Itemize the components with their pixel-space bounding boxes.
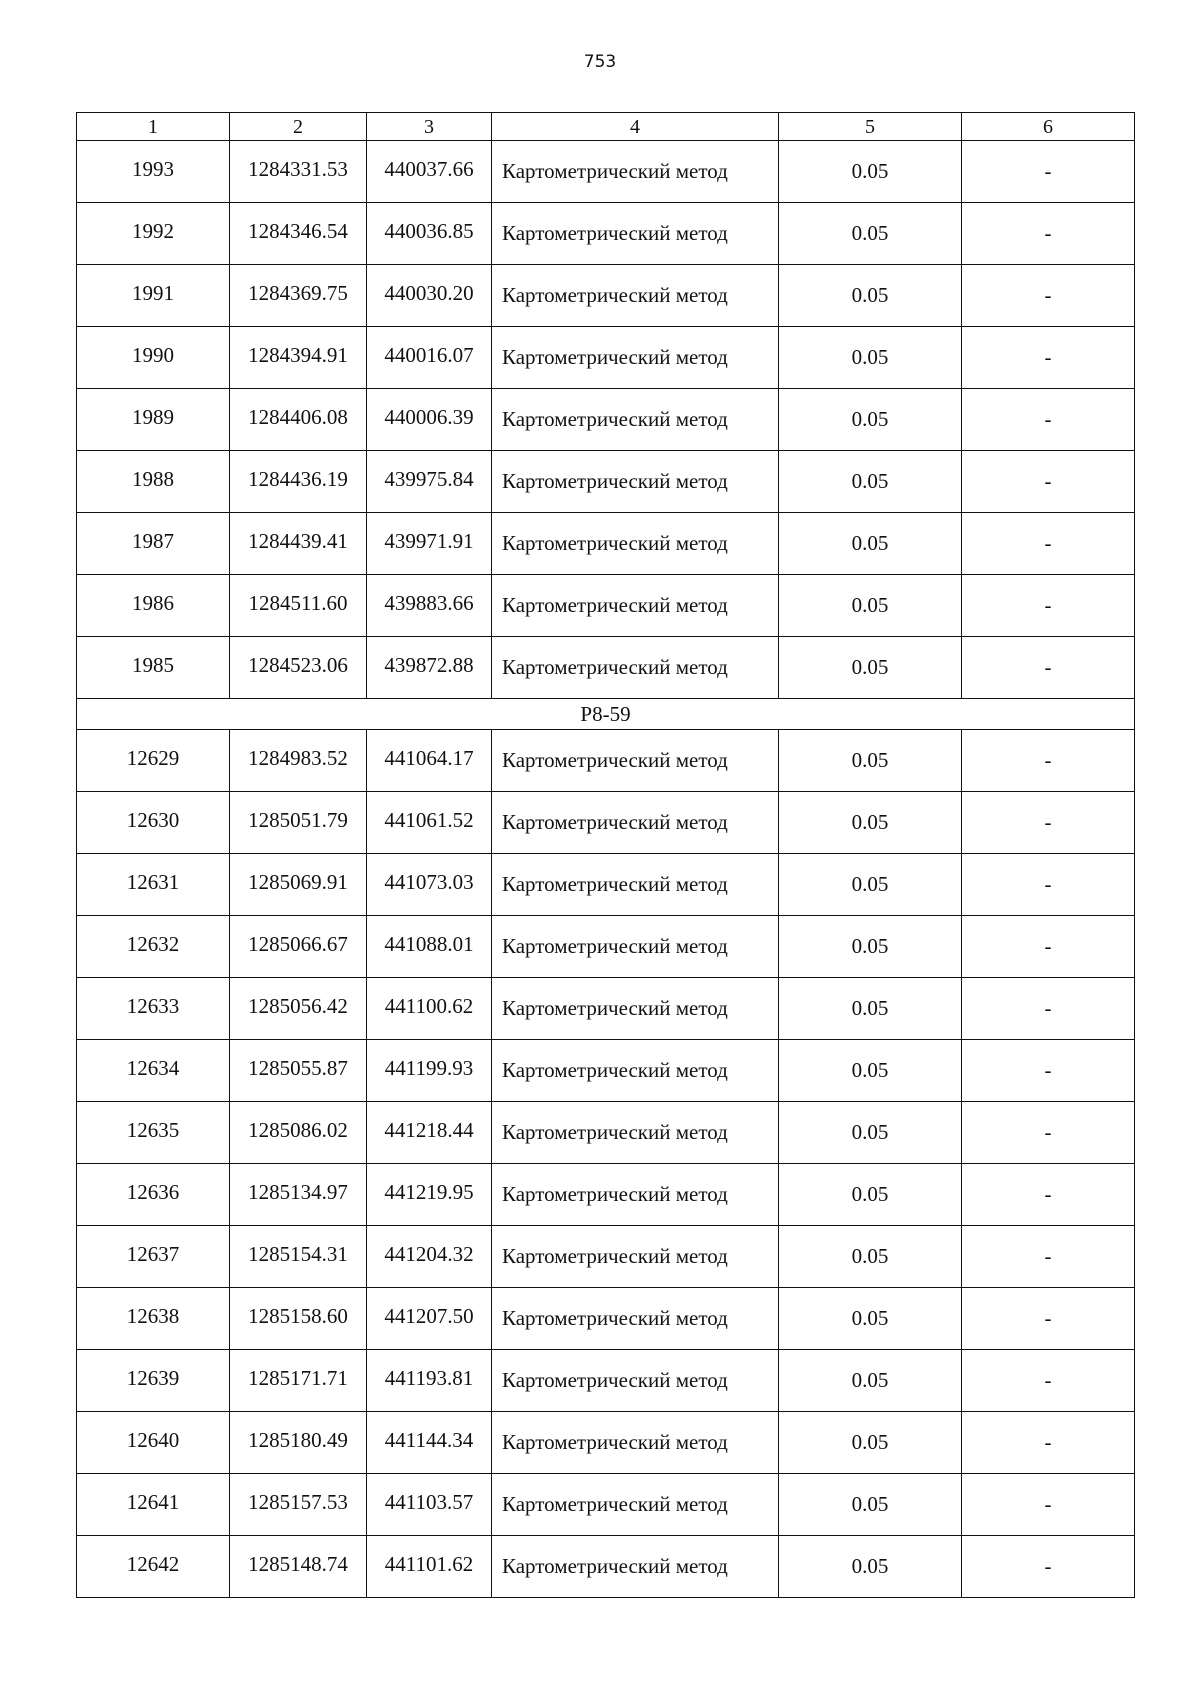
note-cell: -	[962, 1412, 1135, 1474]
point-number-cell: 12633	[77, 978, 230, 1040]
accuracy-cell: 0.05	[779, 1412, 962, 1474]
method-cell: Картометрический метод	[492, 1536, 779, 1598]
y-coordinate-cell: 441100.62	[367, 978, 492, 1040]
column-header: 1	[77, 113, 230, 141]
x-coordinate-cell: 1285148.74	[230, 1536, 367, 1598]
x-coordinate-cell: 1285154.31	[230, 1226, 367, 1288]
point-number-cell: 1985	[77, 637, 230, 699]
y-coordinate-cell: 441061.52	[367, 792, 492, 854]
x-coordinate-cell: 1285134.97	[230, 1164, 367, 1226]
method-cell: Картометрический метод	[492, 327, 779, 389]
accuracy-cell: 0.05	[779, 792, 962, 854]
table-row	[77, 327, 1135, 389]
accuracy-cell: 0.05	[779, 730, 962, 792]
accuracy-cell: 0.05	[779, 1040, 962, 1102]
table-row	[77, 389, 1135, 451]
accuracy-cell: 0.05	[779, 637, 962, 699]
table-row	[77, 1412, 1135, 1474]
accuracy-cell: 0.05	[779, 916, 962, 978]
column-header-row	[77, 113, 1135, 141]
point-number-cell: 1988	[77, 451, 230, 513]
table-row	[77, 1226, 1135, 1288]
table-row	[77, 451, 1135, 513]
method-cell: Картометрический метод	[492, 1102, 779, 1164]
coordinates-table	[76, 112, 1135, 1598]
y-coordinate-cell: 441073.03	[367, 854, 492, 916]
method-cell: Картометрический метод	[492, 1226, 779, 1288]
method-cell: Картометрический метод	[492, 854, 779, 916]
point-number-cell: 12642	[77, 1536, 230, 1598]
table-row	[77, 1474, 1135, 1536]
point-number-cell: 1993	[77, 141, 230, 203]
accuracy-cell: 0.05	[779, 451, 962, 513]
x-coordinate-cell: 1284331.53	[230, 141, 367, 203]
point-number-cell: 12634	[77, 1040, 230, 1102]
y-coordinate-cell: 441088.01	[367, 916, 492, 978]
method-cell: Картометрический метод	[492, 1040, 779, 1102]
point-number-cell: 1992	[77, 203, 230, 265]
x-coordinate-cell: 1285157.53	[230, 1474, 367, 1536]
note-cell: -	[962, 1536, 1135, 1598]
note-cell: -	[962, 637, 1135, 699]
table-row	[77, 513, 1135, 575]
point-number-cell: 12630	[77, 792, 230, 854]
method-cell: Картометрический метод	[492, 513, 779, 575]
method-cell: Картометрический метод	[492, 792, 779, 854]
y-coordinate-cell: 441103.57	[367, 1474, 492, 1536]
method-cell: Картометрический метод	[492, 1288, 779, 1350]
y-coordinate-cell: 441101.62	[367, 1536, 492, 1598]
method-cell: Картометрический метод	[492, 637, 779, 699]
accuracy-cell: 0.05	[779, 575, 962, 637]
table-row	[77, 265, 1135, 327]
method-cell: Картометрический метод	[492, 451, 779, 513]
note-cell: -	[962, 389, 1135, 451]
note-cell: -	[962, 1226, 1135, 1288]
table-row	[77, 978, 1135, 1040]
method-cell: Картометрический метод	[492, 916, 779, 978]
accuracy-cell: 0.05	[779, 1226, 962, 1288]
note-cell: -	[962, 265, 1135, 327]
accuracy-cell: 0.05	[779, 389, 962, 451]
note-cell: -	[962, 203, 1135, 265]
point-number-cell: 12629	[77, 730, 230, 792]
point-number-cell: 1987	[77, 513, 230, 575]
table-row	[77, 203, 1135, 265]
y-coordinate-cell: 440030.20	[367, 265, 492, 327]
y-coordinate-cell: 439872.88	[367, 637, 492, 699]
point-number-cell: 1990	[77, 327, 230, 389]
column-header: 2	[230, 113, 367, 141]
point-number-cell: 12639	[77, 1350, 230, 1412]
y-coordinate-cell: 440006.39	[367, 389, 492, 451]
column-header: 4	[492, 113, 779, 141]
method-cell: Картометрический метод	[492, 1164, 779, 1226]
y-coordinate-cell: 441144.34	[367, 1412, 492, 1474]
accuracy-cell: 0.05	[779, 265, 962, 327]
accuracy-cell: 0.05	[779, 1474, 962, 1536]
accuracy-cell: 0.05	[779, 203, 962, 265]
accuracy-cell: 0.05	[779, 1536, 962, 1598]
y-coordinate-cell: 441199.93	[367, 1040, 492, 1102]
x-coordinate-cell: 1284439.41	[230, 513, 367, 575]
method-cell: Картометрический метод	[492, 1474, 779, 1536]
note-cell: -	[962, 1040, 1135, 1102]
x-coordinate-cell: 1285051.79	[230, 792, 367, 854]
table-row	[77, 575, 1135, 637]
accuracy-cell: 0.05	[779, 1102, 962, 1164]
point-number-cell: 12637	[77, 1226, 230, 1288]
x-coordinate-cell: 1284436.19	[230, 451, 367, 513]
table-row	[77, 1102, 1135, 1164]
method-cell: Картометрический метод	[492, 203, 779, 265]
note-cell: -	[962, 327, 1135, 389]
table-body	[77, 113, 1135, 1598]
table-row	[77, 1536, 1135, 1598]
x-coordinate-cell: 1285171.71	[230, 1350, 367, 1412]
x-coordinate-cell: 1284394.91	[230, 327, 367, 389]
accuracy-cell: 0.05	[779, 854, 962, 916]
note-cell: -	[962, 854, 1135, 916]
point-number-cell: 12631	[77, 854, 230, 916]
table-row	[77, 141, 1135, 203]
x-coordinate-cell: 1285086.02	[230, 1102, 367, 1164]
x-coordinate-cell: 1285069.91	[230, 854, 367, 916]
accuracy-cell: 0.05	[779, 141, 962, 203]
point-number-cell: 12640	[77, 1412, 230, 1474]
y-coordinate-cell: 441204.32	[367, 1226, 492, 1288]
method-cell: Картометрический метод	[492, 730, 779, 792]
table-row	[77, 637, 1135, 699]
section-header-row	[77, 699, 1135, 730]
note-cell: -	[962, 1102, 1135, 1164]
x-coordinate-cell: 1284369.75	[230, 265, 367, 327]
accuracy-cell: 0.05	[779, 1350, 962, 1412]
x-coordinate-cell: 1284523.06	[230, 637, 367, 699]
table-row	[77, 854, 1135, 916]
x-coordinate-cell: 1285055.87	[230, 1040, 367, 1102]
note-cell: -	[962, 978, 1135, 1040]
y-coordinate-cell: 440036.85	[367, 203, 492, 265]
y-coordinate-cell: 441207.50	[367, 1288, 492, 1350]
table-row	[77, 792, 1135, 854]
column-header: 6	[962, 113, 1135, 141]
table-row	[77, 1288, 1135, 1350]
table-row	[77, 730, 1135, 792]
point-number-cell: 1991	[77, 265, 230, 327]
x-coordinate-cell: 1285180.49	[230, 1412, 367, 1474]
y-coordinate-cell: 441064.17	[367, 730, 492, 792]
note-cell: -	[962, 141, 1135, 203]
method-cell: Картометрический метод	[492, 575, 779, 637]
x-coordinate-cell: 1284346.54	[230, 203, 367, 265]
note-cell: -	[962, 730, 1135, 792]
accuracy-cell: 0.05	[779, 327, 962, 389]
note-cell: -	[962, 1474, 1135, 1536]
y-coordinate-cell: 441193.81	[367, 1350, 492, 1412]
point-number-cell: 12638	[77, 1288, 230, 1350]
point-number-cell: 12635	[77, 1102, 230, 1164]
y-coordinate-cell: 439883.66	[367, 575, 492, 637]
y-coordinate-cell: 441218.44	[367, 1102, 492, 1164]
accuracy-cell: 0.05	[779, 1288, 962, 1350]
y-coordinate-cell: 440016.07	[367, 327, 492, 389]
note-cell: -	[962, 1350, 1135, 1412]
note-cell: -	[962, 575, 1135, 637]
method-cell: Картометрический метод	[492, 1350, 779, 1412]
column-header: 5	[779, 113, 962, 141]
x-coordinate-cell: 1284511.60	[230, 575, 367, 637]
table-row	[77, 1350, 1135, 1412]
accuracy-cell: 0.05	[779, 513, 962, 575]
y-coordinate-cell: 441219.95	[367, 1164, 492, 1226]
point-number-cell: 1986	[77, 575, 230, 637]
x-coordinate-cell: 1285056.42	[230, 978, 367, 1040]
x-coordinate-cell: 1284406.08	[230, 389, 367, 451]
note-cell: -	[962, 916, 1135, 978]
column-header: 3	[367, 113, 492, 141]
x-coordinate-cell: 1284983.52	[230, 730, 367, 792]
x-coordinate-cell: 1285066.67	[230, 916, 367, 978]
y-coordinate-cell: 439975.84	[367, 451, 492, 513]
point-number-cell: 12636	[77, 1164, 230, 1226]
note-cell: -	[962, 792, 1135, 854]
note-cell: -	[962, 1288, 1135, 1350]
point-number-cell: 12641	[77, 1474, 230, 1536]
accuracy-cell: 0.05	[779, 1164, 962, 1226]
accuracy-cell: 0.05	[779, 978, 962, 1040]
method-cell: Картометрический метод	[492, 978, 779, 1040]
note-cell: -	[962, 451, 1135, 513]
point-number-cell: 12632	[77, 916, 230, 978]
y-coordinate-cell: 440037.66	[367, 141, 492, 203]
method-cell: Картометрический метод	[492, 389, 779, 451]
method-cell: Картометрический метод	[492, 1412, 779, 1474]
table-row	[77, 1040, 1135, 1102]
table-row	[77, 1164, 1135, 1226]
y-coordinate-cell: 439971.91	[367, 513, 492, 575]
note-cell: -	[962, 513, 1135, 575]
page-number: 753	[583, 52, 617, 72]
x-coordinate-cell: 1285158.60	[230, 1288, 367, 1350]
section-label: Р8-59	[77, 699, 1135, 730]
note-cell: -	[962, 1164, 1135, 1226]
table-row	[77, 916, 1135, 978]
point-number-cell: 1989	[77, 389, 230, 451]
method-cell: Картометрический метод	[492, 265, 779, 327]
method-cell: Картометрический метод	[492, 141, 779, 203]
